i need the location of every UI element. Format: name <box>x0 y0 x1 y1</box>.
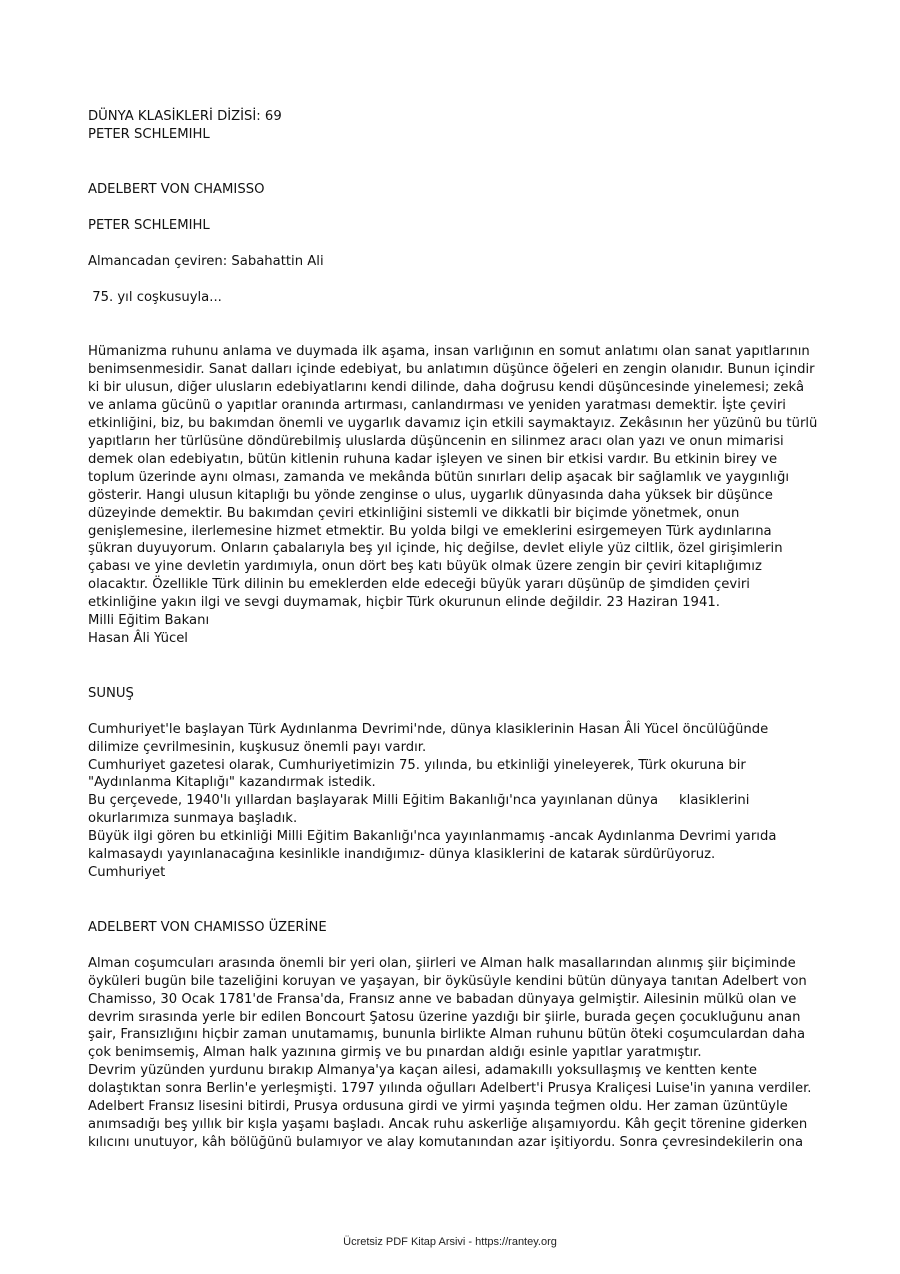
sunus-paragraph: Cumhuriyet gazetesi olarak, Cumhuriyetimizin 75. yılında, bu etkinliği yineleyerek, Türk okuruna bir "Aydınlanma Kitaplığı" kazandırmak istedik. <box>88 757 750 791</box>
sunus-paragraph: Bu çerçevede, 1940'lı yıllardan başlayarak Milli Eğitim Bakanlığı'nca yayınlanan dünya klasiklerini okurlarımıza sunmaya başladık. <box>88 793 754 827</box>
about-heading: ADELBERT VON CHAMISSO ÜZERİNE <box>88 919 327 935</box>
sunus-paragraph: Büyük ilgi gören bu etkinliği Milli Eğitim Bakanlığı'nca yayınlanmamış -ancak Aydınlanma Devrimi yarıda kalmasaydı yayınlanacağına kesinlikle inandığımız- dünya klasiklerini de katarak sürdürüyoruz. <box>88 829 781 863</box>
book-title-top: PETER SCHLEMIHL <box>88 126 210 142</box>
sunus-signature: Cumhuriyet <box>88 865 166 880</box>
preface-paragraph: Hümanizma ruhunu anlama ve duymada ilk aşama, insan varlığının en somut anlatımı olan sanat yapıtlarının benimsenmesidir. Sanat dalları içinde edebiyat, bu anlatımın düşünce öğeleri en zengin olanıdır. Bunun içindir ki bir ulusun, diğer ulusların edebiyatlarını kendi dilinde, daha doğrusu kendi düşüncesinde yinelemesi; zekâ ve anlama gücünü o yapıtlar oranında artırması, canlandırması ve yeniden yaratması demektir. İşte çeviri etkinliğini, biz, bu bakımdan önemli ve uygarlık davamız için etkili saymaktayız. Zekâsının her yüzünü bu türlü yapıtların her türlüsüne döndürebilmiş uluslarda düşüncenin en silinmez aracı olan yazı ve onun mimarisi demek olan edebiyatın, bütün kitlenin ruhuna kadar işleyen ve sinen bir etkisi vardır. Bu etkinin birey ve toplum üzerinde aynı olması, zamanda ve mekânda bütün sınırları delip aşacak bir sağlamlık ve yaygınlığı gösterir. Hangi ulusun kitaplığı bu yönde zenginse o ulus, uygarlık dünyasında daha yüksek bir düşünce düzeyinde demektir. Bu bakımdan çeviri etkinliğini sistemli ve dikkatli bir biçimde yönetmek, onun genişlemesine, ilerlemesine hizmet etmektir. Bu yolda bilgi ve emeklerini esirgemeyen Türk aydınlarına şükran duyuyorum. Onların çabalarıyla beş yıl içinde, hiç değilse, devlet eliyle yüz ciltlik, özel girişimlerin çabası ve yine devletin yardımıyla, onun dört beş katı büyük olmak üzere zengin bir çeviri kitaplığımız olacaktır. Özellikle Türk dilinin bu emeklerden elde edeceği büyük yararı düşünüp de şimdiden çeviri etkinliğine yakın ilgi ve sevgi duymamak, hiçbir Türk okurunun elinde değildir. 23 Haziran 1941. <box>88 344 822 611</box>
book-title: PETER SCHLEMIHL <box>88 217 210 233</box>
minister-name: Hasan Âli Yücel <box>88 630 188 646</box>
footer-link[interactable]: Ücretsiz PDF Kitap Arsivi - https://rantey.org <box>343 1236 557 1248</box>
sunus-heading: SUNUŞ <box>88 685 134 701</box>
about-paragraph: Devrim yüzünden yurdunu bırakıp Almanya'ya kaçan ailesi, adamakıllı yoksullaşmış ve kentten kente dolaştıktan sonra Berlin'e yerleşmişti. 1797 yılında oğulları Adelbert'i Prusya Kraliçesi Luise'in yanına verdiler. Adelbert Fransız lisesini bitirdi, Prusya ordusuna girdi ve yirmi yaşında teğmen oldu. Her zaman üzüntüyle anımsadığı beş yıllık bir kışla yaşamı başladı. Ancak ruhu askerliğe alışamıyordu. Kâh geçit törenine giderken kılıcını unutuyor, kâh bölüğünü bulamıyor ve alay komutanından azar işitiyordu. Sonra çevresindekilerin ona <box>88 1063 816 1150</box>
series-line: DÜNYA KLASİKLERİ DİZİSİ: 69 <box>88 109 282 124</box>
about-paragraph: Alman coşumcuları arasında önemli bir yeri olan, şiirleri ve Alman halk masallarından alınmış şiir biçiminde öyküleri bugün bile tazeliğini koruyan ve yaşayan, bir öyküsüyle kendini bütün dünyaya tanıtan Adelbert von Chamisso, 30 Ocak 1781'de Fransa'da, Fransız anne ve babadan dünyaya gelmiştir. Ailesinin mülkü olan ve devrim sırasında yerle bir edilen Boncourt Şatosu üzerine yazdığı bir şiirle, burada geçen çocukluğunu anan şair, Fransızlığını hiçbir zaman unutamamış, bununla birlikte Alman ruhunu bütün öteki coşumculardan daha çok benimsemiş, Alman halk yazınına girmiş ve bu pınardan aldığı esinle yapıtlar yaratmıştır. <box>88 955 811 1061</box>
sunus-paragraph: Cumhuriyet'le başlayan Türk Aydınlanma Devrimi'nde, dünya klasiklerinin Hasan Âli Yücel öncülüğünde dilimize çevrilmesinin, kuşkusuz önemli payı vardır. <box>88 721 773 755</box>
document-page <box>88 108 822 1152</box>
anniversary-line: 75. yıl coşkusuyla... <box>88 289 222 305</box>
author-name: ADELBERT VON CHAMISSO <box>88 181 265 197</box>
translator-line: Almancadan çeviren: Sabahattin Ali <box>88 253 324 269</box>
minister-title: Milli Eğitim Bakanı <box>88 613 210 629</box>
